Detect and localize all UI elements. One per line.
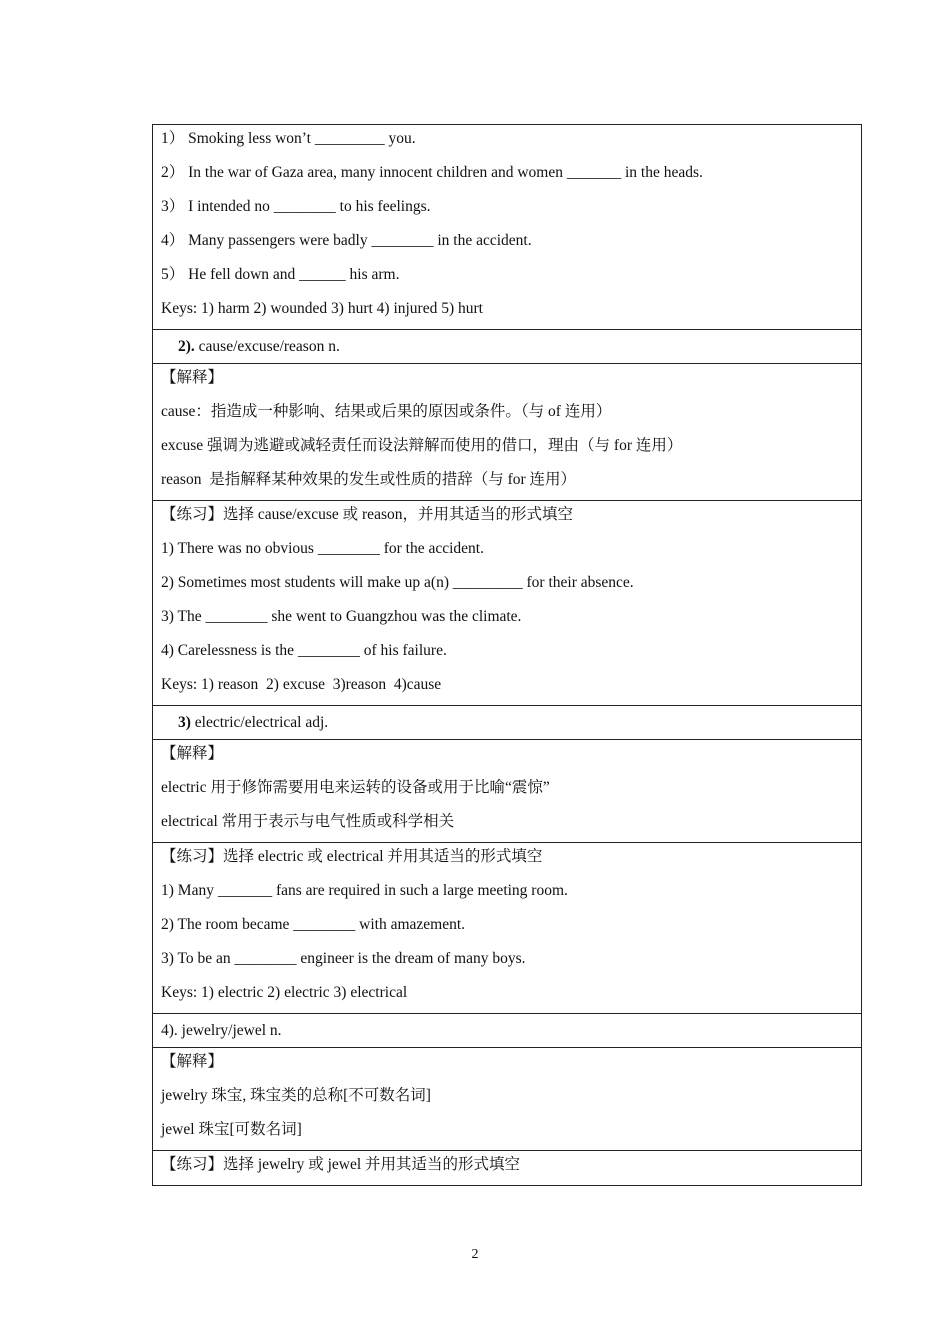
practice-label: 【练习】选择 jewelry 或 jewel 并用其适当的形式填空 bbox=[161, 1156, 521, 1173]
page-number: 2 bbox=[471, 1247, 479, 1262]
exercise-item: 3) To be an ________ engineer is the dream of many boys. bbox=[161, 950, 526, 967]
exercise-item: 1） Smoking less won’t _________ you. bbox=[161, 130, 416, 147]
exercise-item: 2) Sometimes most students will make up a(n) _________ for their absence. bbox=[161, 574, 634, 591]
exercise-item: 5） He fell down and ______ his arm. bbox=[161, 266, 400, 283]
section1-exercises bbox=[153, 125, 861, 329]
section2-heading bbox=[153, 329, 861, 363]
explanation-line: electric 用于修饰需要用电来运转的设备或用于比喻“震惊” bbox=[161, 779, 550, 796]
section3-explanation bbox=[153, 739, 861, 842]
explanation-line: jewel 珠宝[可数名词] bbox=[161, 1121, 302, 1138]
section-title: electric/electrical adj. bbox=[194, 714, 329, 731]
section3-heading bbox=[153, 705, 861, 739]
explanation-line: excuse 强调为逃避或减轻责任而设法辩解而使用的借口，理由（与 for 连用） bbox=[161, 437, 683, 454]
exercise-item: 2） In the war of Gaza area, many innocent children and women _______ in the heads. bbox=[161, 164, 703, 181]
explain-label: 【解释】 bbox=[161, 745, 224, 762]
exercise-item: 3) The ________ she went to Guangzhou was the climate. bbox=[161, 608, 522, 625]
explain-label: 【解释】 bbox=[161, 369, 224, 386]
answer-keys: Keys: 1) electric 2) electric 3) electrical bbox=[161, 984, 408, 1001]
exercise-item: 3） I intended no ________ to his feelings. bbox=[161, 198, 431, 215]
section-number: 2). bbox=[178, 338, 195, 355]
explanation-line: jewelry 珠宝, 珠宝类的总称[不可数名词] bbox=[161, 1087, 431, 1104]
answer-keys: Keys: 1) harm 2) wounded 3) hurt 4) injured 5) hurt bbox=[161, 300, 483, 317]
section3-practice bbox=[153, 842, 861, 1013]
exercise-item: 4) Carelessness is the ________ of his failure. bbox=[161, 642, 447, 659]
practice-label: 【练习】选择 electric 或 electrical 并用其适当的形式填空 bbox=[161, 848, 543, 865]
exercise-item: 1) There was no obvious ________ for the accident. bbox=[161, 540, 484, 557]
exercise-item: 4） Many passengers were badly ________ in the accident. bbox=[161, 232, 532, 249]
section-title: cause/excuse/reason n. bbox=[198, 338, 340, 355]
section-number: 3) bbox=[178, 714, 191, 731]
explain-label: 【解释】 bbox=[161, 1053, 224, 1070]
exercise-table bbox=[152, 124, 862, 1186]
exercise-item: 1) Many _______ fans are required in such a large meeting room. bbox=[161, 882, 568, 899]
practice-label: 【练习】选择 cause/excuse 或 reason，并用其适当的形式填空 bbox=[161, 506, 573, 523]
section-title: 4). jewelry/jewel n. bbox=[161, 1022, 282, 1039]
section4-heading bbox=[153, 1013, 861, 1047]
explanation-line: cause：指造成一种影响、结果或后果的原因或条件。（与 of 连用） bbox=[161, 403, 612, 420]
section4-practice bbox=[153, 1150, 861, 1185]
section2-practice bbox=[153, 500, 861, 705]
explanation-line: electrical 常用于表示与电气性质或科学相关 bbox=[161, 813, 455, 830]
section2-explanation bbox=[153, 363, 861, 500]
section4-explanation bbox=[153, 1047, 861, 1150]
answer-keys: Keys: 1) reason 2) excuse 3)reason 4)cause bbox=[161, 676, 442, 693]
explanation-line: reason 是指解释某种效果的发生或性质的措辞（与 for 连用） bbox=[161, 471, 577, 488]
exercise-item: 2) The room became ________ with amazement. bbox=[161, 916, 466, 933]
